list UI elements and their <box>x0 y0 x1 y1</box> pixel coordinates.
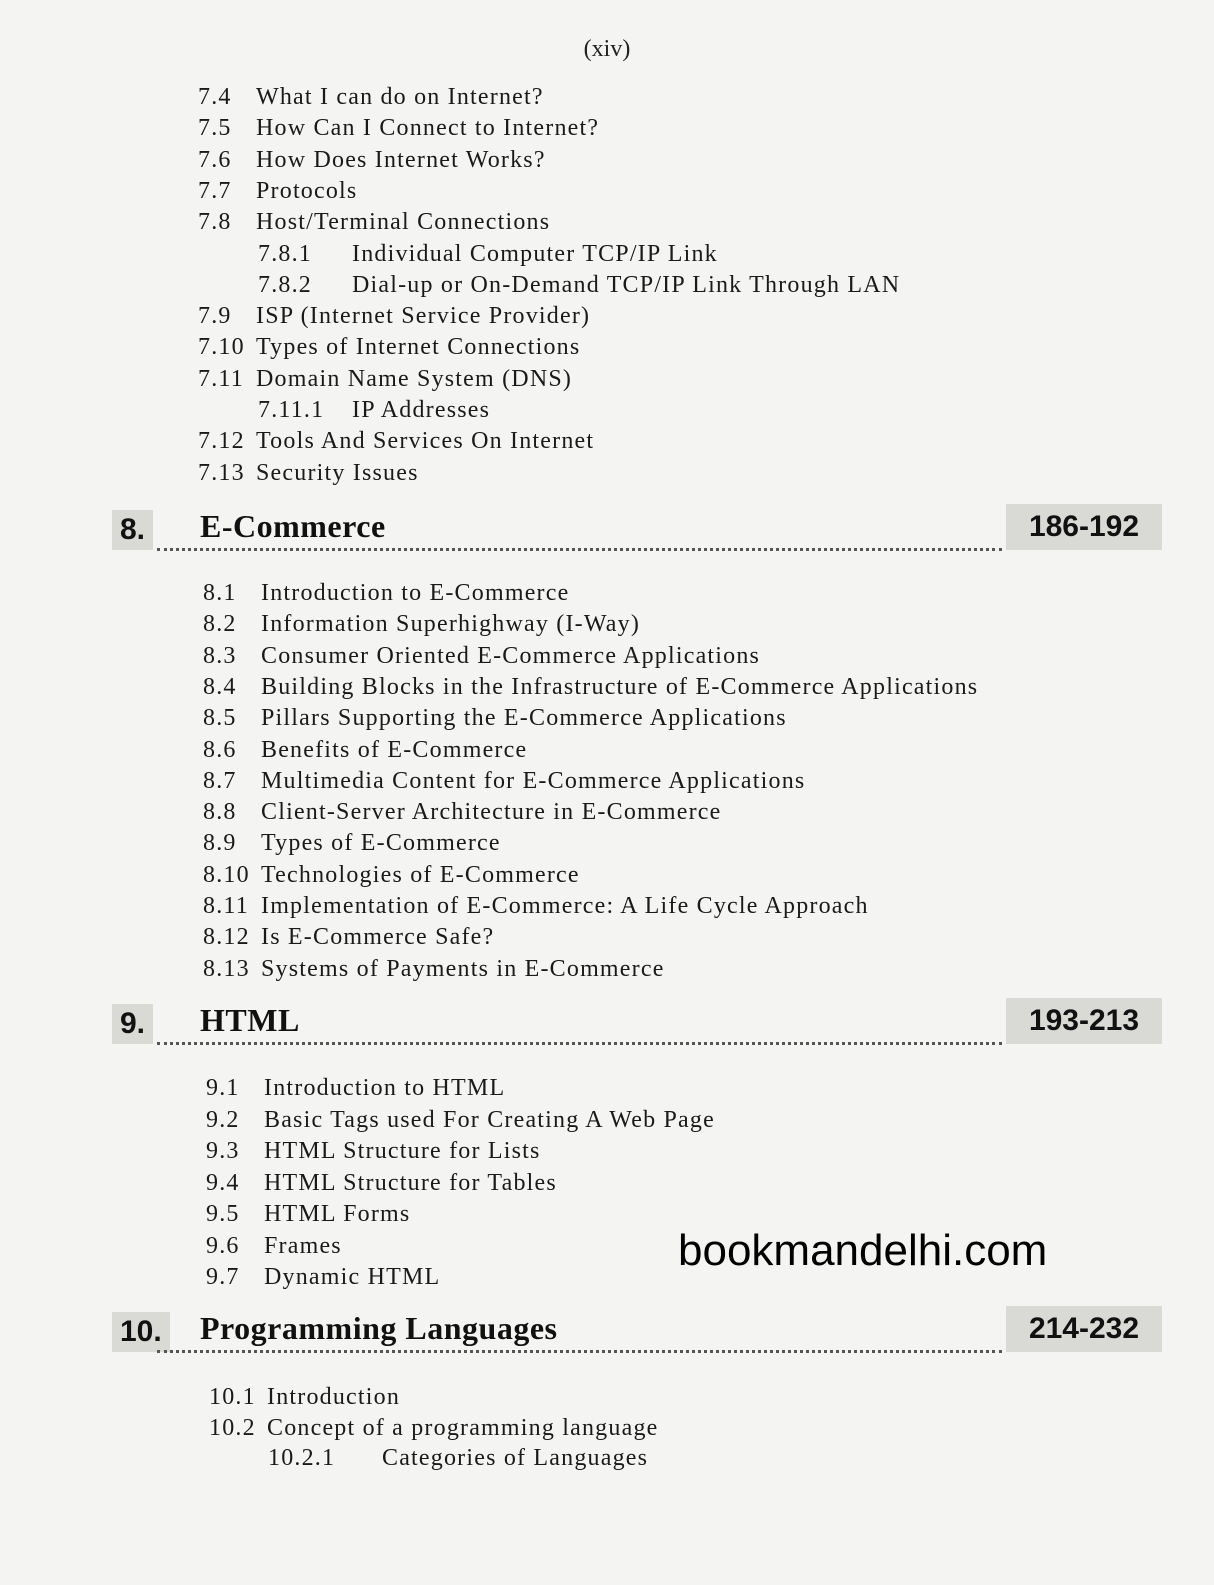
entry-number: 7.7 <box>198 177 232 204</box>
entry-title: Protocols <box>256 177 358 204</box>
toc-entry <box>203 830 501 857</box>
toc-entry <box>198 147 546 174</box>
chapter-page-range: 186-192 <box>1006 504 1162 550</box>
entry-title: Building Blocks in the Infrastructure of E-Commerce Applications <box>261 673 979 700</box>
entry-title: Client-Server Architecture in E-Commerce <box>261 799 722 826</box>
entry-number: 8.9 <box>203 830 237 857</box>
entry-title: Benefits of E-Commerce <box>261 736 528 763</box>
toc-entry <box>203 674 978 701</box>
entry-number: 7.8.2 <box>258 271 312 298</box>
entry-title: Introduction to E-Commerce <box>261 580 570 606</box>
chapter-title: HTML <box>200 1002 300 1038</box>
entry-title: Pillars Supporting the E-Commerce Applications <box>261 705 787 732</box>
entry-title: HTML Structure for Lists <box>264 1138 541 1164</box>
toc-entry <box>198 334 580 361</box>
dotted-rule <box>157 1350 1002 1353</box>
toc-entry <box>209 1415 659 1442</box>
entry-number: 8.10 <box>203 861 250 888</box>
toc-entry <box>203 705 787 732</box>
entry-number: 10.1 <box>209 1384 256 1410</box>
entry-title: Dial-up or On-Demand TCP/IP Link Through LAN <box>352 271 901 298</box>
entry-number: 7.8.1 <box>258 240 312 267</box>
entry-title: Introduction <box>267 1384 401 1410</box>
toc-entry <box>209 1384 400 1411</box>
entry-number: 9.7 <box>206 1264 240 1290</box>
entry-title: Domain Name System (DNS) <box>256 365 573 392</box>
toc-entry <box>203 768 805 795</box>
chapter-title: E-Commerce <box>200 508 386 544</box>
entry-title: Consumer Oriented E-Commerce Applications <box>261 642 761 669</box>
toc-entry <box>258 241 718 268</box>
chapter-heading-9 <box>112 998 1162 1048</box>
entry-number: 8.2 <box>203 611 237 638</box>
entry-number: 8.5 <box>203 705 237 732</box>
entry-title: Types of Internet Connections <box>256 334 581 361</box>
chapter-number: 8. <box>112 510 153 550</box>
toc-entry <box>206 1170 557 1197</box>
entry-title: How Can I Connect to Internet? <box>256 115 600 142</box>
entry-title: Concept of a programming language <box>267 1414 659 1441</box>
toc-entry <box>203 643 760 670</box>
entry-title: Dynamic HTML <box>264 1264 441 1290</box>
toc-entry <box>206 1107 715 1134</box>
entry-title: Categories of Languages <box>382 1445 649 1471</box>
entry-number: 8.8 <box>203 799 237 826</box>
entry-number: 7.8 <box>198 209 232 236</box>
toc-entry <box>203 580 569 607</box>
entry-number: 7.13 <box>198 459 245 486</box>
toc-entry <box>206 1264 440 1291</box>
entry-number: 9.4 <box>206 1169 240 1196</box>
toc-entry <box>198 209 550 236</box>
entry-title: Information Superhighway (I-Way) <box>261 611 641 638</box>
entry-number: 10.2.1 <box>268 1445 336 1471</box>
entry-title: Systems of Payments in E-Commerce <box>261 955 665 982</box>
dotted-rule <box>157 1042 1002 1045</box>
entry-title: ISP (Internet Service Provider) <box>256 303 591 330</box>
entry-title: Host/Terminal Connections <box>256 209 551 236</box>
entry-title: Introduction to HTML <box>264 1075 506 1101</box>
entry-number: 7.6 <box>198 146 232 173</box>
entry-number: 7.11 <box>198 365 244 392</box>
toc-entry <box>203 893 869 920</box>
toc-entry <box>198 84 544 111</box>
toc-entry <box>198 428 594 455</box>
entry-title: HTML Forms <box>264 1201 411 1227</box>
chapter-page-range: 214-232 <box>1006 1306 1162 1352</box>
entry-number: 8.6 <box>203 736 237 763</box>
toc-entry <box>198 115 599 142</box>
watermark-text: bookmandelhi.com <box>672 1226 1053 1276</box>
toc-entry <box>203 611 640 638</box>
toc-entry <box>203 799 722 826</box>
entry-title: HTML Structure for Tables <box>264 1169 557 1196</box>
chapter-heading-10 <box>112 1306 1162 1356</box>
entry-title: Types of E-Commerce <box>261 830 501 857</box>
toc-entry <box>198 303 590 330</box>
entry-number: 9.6 <box>206 1232 240 1259</box>
entry-number: 7.10 <box>198 334 245 361</box>
entry-number: 8.7 <box>203 767 237 794</box>
toc-entry <box>258 397 490 424</box>
entry-title: Multimedia Content for E-Commerce Applications <box>261 767 806 794</box>
entry-number: 8.11 <box>203 893 249 919</box>
toc-entry <box>198 460 419 487</box>
toc-entry <box>206 1201 410 1228</box>
entry-number: 8.4 <box>203 673 237 700</box>
toc-entry <box>203 924 494 951</box>
dotted-rule <box>157 548 1002 551</box>
entry-title: Implementation of E-Commerce: A Life Cycle Approach <box>261 893 869 919</box>
entry-number: 9.5 <box>206 1201 240 1227</box>
entry-number: 8.12 <box>203 924 250 951</box>
chapter-heading-8 <box>112 504 1162 554</box>
toc-entry <box>203 862 580 889</box>
toc-entry <box>198 178 357 205</box>
entry-title: IP Addresses <box>352 397 491 423</box>
toc-entry <box>206 1233 342 1260</box>
entry-number: 9.2 <box>206 1106 240 1133</box>
entry-title: Technologies of E-Commerce <box>261 861 580 888</box>
entry-title: What I can do on Internet? <box>256 84 544 110</box>
entry-number: 7.5 <box>198 115 232 142</box>
entry-number: 8.13 <box>203 955 250 982</box>
chapter-number: 10. <box>112 1312 170 1352</box>
toc-entry <box>258 272 900 299</box>
toc-entry <box>203 956 665 983</box>
entry-number: 7.4 <box>198 84 232 110</box>
entry-title: Individual Computer TCP/IP Link <box>352 240 718 267</box>
entry-title: How Does Internet Works? <box>256 146 546 173</box>
entry-number: 10.2 <box>209 1414 256 1441</box>
entry-title: Tools And Services On Internet <box>256 428 595 455</box>
page-number: (xiv) <box>583 36 631 62</box>
entry-title: Frames <box>264 1232 342 1259</box>
chapter-number: 9. <box>112 1004 153 1044</box>
entry-title: Basic Tags used For Creating A Web Page <box>264 1106 715 1133</box>
toc-entry <box>206 1138 541 1165</box>
entry-number: 8.3 <box>203 642 237 669</box>
entry-number: 7.11.1 <box>258 397 325 423</box>
toc-entry <box>198 366 572 393</box>
entry-number: 7.9 <box>198 303 232 330</box>
entry-number: 7.12 <box>198 428 245 455</box>
entry-number: 9.1 <box>206 1075 240 1101</box>
toc-entry <box>268 1445 648 1472</box>
chapter-page-range: 193-213 <box>1006 998 1162 1044</box>
entry-title: Is E-Commerce Safe? <box>261 924 495 951</box>
toc-entry <box>203 737 527 764</box>
toc-entry <box>206 1075 505 1102</box>
chapter-title: Programming Languages <box>200 1310 558 1346</box>
entry-title: Security Issues <box>256 459 419 486</box>
entry-number: 8.1 <box>203 580 237 606</box>
entry-number: 9.3 <box>206 1138 240 1164</box>
